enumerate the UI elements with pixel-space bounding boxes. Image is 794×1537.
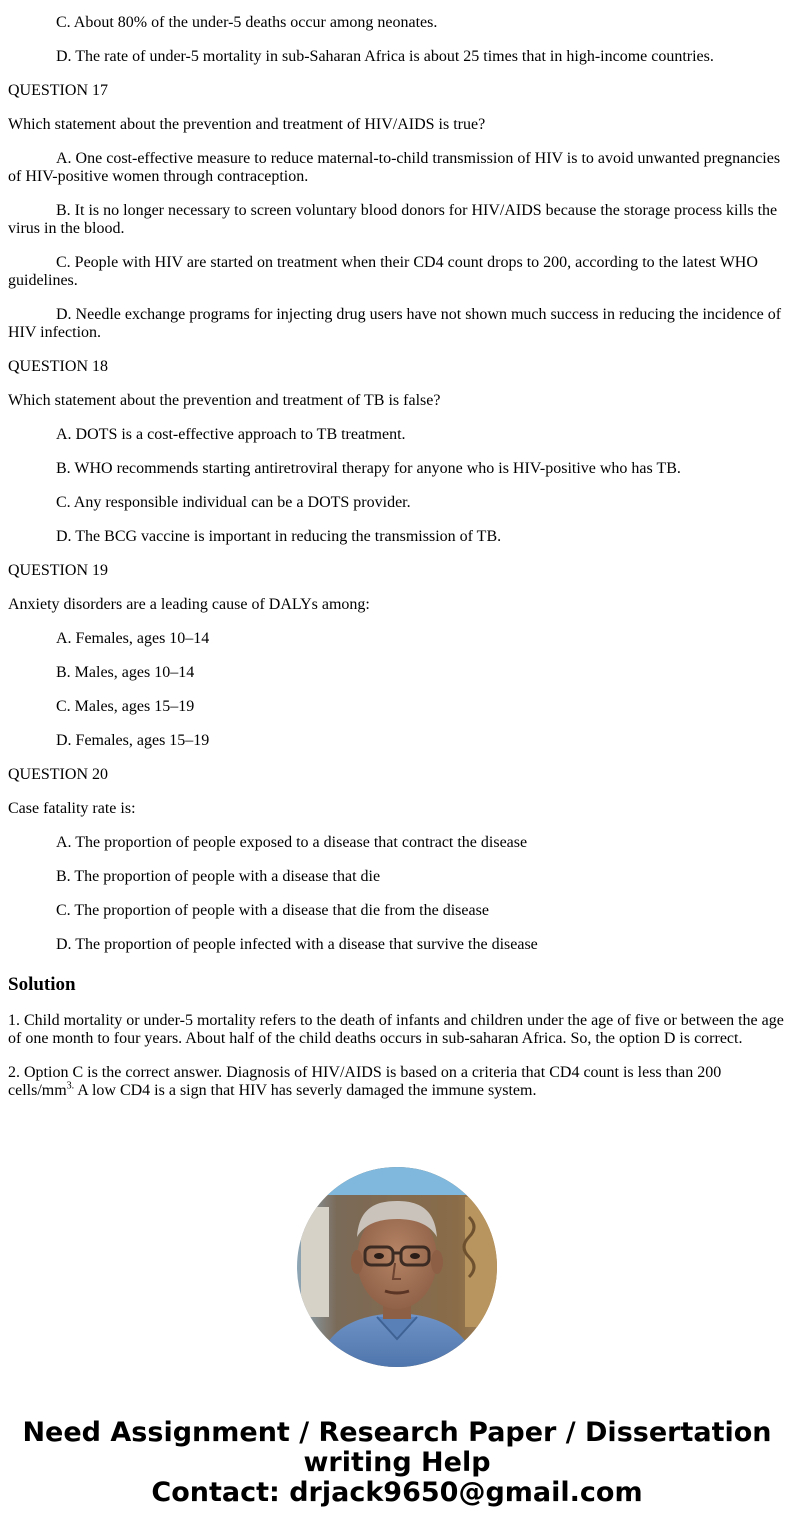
solution-answer-1: 1. Child mortality or under-5 mortality refers to the death of infants and children under the age of five or between the age of one month to four years. About half of the child deaths occurs in sub-saharan Africa. So, the option D is correct. bbox=[8, 1012, 784, 1047]
q18-option-d: D. The BCG vaccine is important in reducing the transmission of TB. bbox=[56, 528, 502, 545]
q20-question: Case fatality rate is: bbox=[8, 800, 136, 817]
q17-question: Which statement about the prevention and treatment of HIV/AIDS is true? bbox=[8, 116, 486, 133]
q19-heading: QUESTION 19 bbox=[8, 562, 108, 579]
q20-option-d: D. The proportion of people infected with a disease that survive the disease bbox=[56, 936, 538, 953]
document-body bbox=[0, 14, 794, 1100]
q17-option-c: C. People with HIV are started on treatment when their CD4 count drops to 200, according to the latest WHO guidelines. bbox=[8, 254, 758, 289]
q20-option-a: A. The proportion of people exposed to a disease that contract the disease bbox=[56, 834, 528, 851]
q18-option-c: C. Any responsible individual can be a DOTS provider. bbox=[56, 494, 411, 511]
solution-answer-2-superscript: 3. bbox=[66, 1080, 75, 1092]
q17-heading: QUESTION 17 bbox=[8, 82, 108, 99]
q16-option-d: D. The rate of under-5 mortality in sub-Saharan Africa is about 25 times that in high-income countries. bbox=[56, 48, 714, 65]
q18-option-b: B. WHO recommends starting antiretroviral therapy for anyone who is HIV-positive who has TB. bbox=[56, 460, 681, 477]
q20-heading: QUESTION 20 bbox=[8, 766, 108, 783]
q17-option-a: A. One cost-effective measure to reduce maternal-to-child transmission of HIV is to avoid unwanted pregnancies of HIV-positive women through contraception. bbox=[8, 150, 781, 185]
contact-banner bbox=[0, 1418, 794, 1508]
q17-option-b: B. It is no longer necessary to screen voluntary blood donors for HIV/AIDS because the storage process kills the virus in the blood. bbox=[8, 202, 778, 237]
q17-option-d: D. Needle exchange programs for injecting drug users have not shown much success in reducing the incidence of HIV infection. bbox=[8, 306, 782, 341]
author-photo bbox=[297, 1167, 497, 1367]
solution-answer-2 bbox=[8, 1064, 786, 1100]
q19-question: Anxiety disorders are a leading cause of DALYs among: bbox=[8, 596, 370, 613]
banner-contact-email: Contact: drjack9650@gmail.com bbox=[151, 1477, 643, 1508]
q19-option-b: B. Males, ages 10–14 bbox=[56, 664, 195, 681]
banner-line-1: Need Assignment / Research Paper / Dissertation bbox=[22, 1417, 772, 1448]
q16-option-c: C. About 80% of the under-5 deaths occur among neonates. bbox=[56, 14, 438, 31]
solution-answer-2-text: 2. Option C is the correct answer. Diagnosis of HIV/AIDS is based on a criteria that CD4 count is less than 200 cells/mm bbox=[8, 1064, 722, 1099]
q20-option-c: C. The proportion of people with a disease that die from the disease bbox=[56, 902, 489, 919]
q19-option-c: C. Males, ages 15–19 bbox=[56, 698, 195, 715]
q18-question: Which statement about the prevention and treatment of TB is false? bbox=[8, 392, 441, 409]
q19-option-a: A. Females, ages 10–14 bbox=[56, 630, 210, 647]
q18-heading: QUESTION 18 bbox=[8, 358, 108, 375]
solution-heading: Solution bbox=[8, 974, 76, 995]
banner-line-2: writing Help bbox=[303, 1447, 491, 1478]
q18-option-a: A. DOTS is a cost-effective approach to TB treatment. bbox=[56, 426, 406, 443]
portrait-image bbox=[297, 1167, 497, 1367]
q19-option-d: D. Females, ages 15–19 bbox=[56, 732, 210, 749]
solution-answer-2-text-continued: A low CD4 is a sign that HIV has severly damaged the immune system. bbox=[74, 1082, 537, 1099]
q20-option-b: B. The proportion of people with a disease that die bbox=[56, 868, 381, 885]
